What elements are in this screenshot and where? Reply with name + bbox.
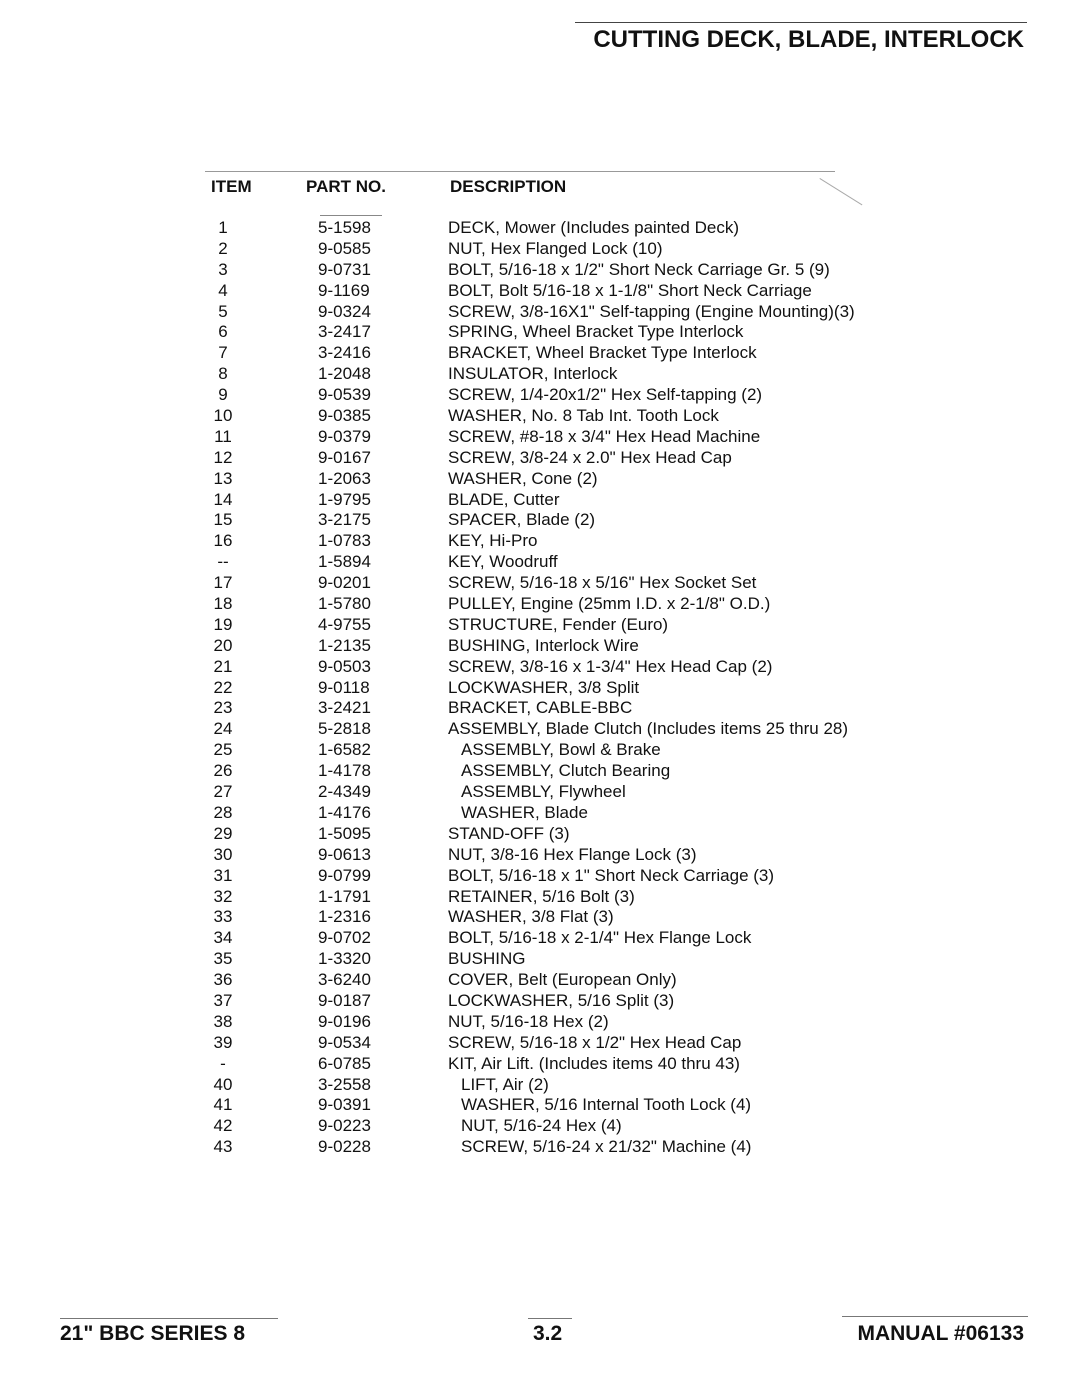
parts-table — [0, 218, 1080, 1158]
row-part-number: 5-1598 — [318, 218, 371, 237]
row-part-number: 1-5095 — [318, 823, 371, 843]
row-description: ASSEMBLY, Clutch Bearing — [461, 761, 671, 781]
table-row — [0, 1075, 1080, 1096]
table-row — [0, 281, 1080, 302]
table-row — [0, 490, 1080, 511]
table-row — [0, 1137, 1080, 1158]
table-row — [0, 740, 1080, 761]
table-row — [0, 448, 1080, 469]
row-item-number: 24 — [213, 719, 233, 739]
row-part-number: 9-0223 — [318, 1116, 371, 1136]
table-row — [0, 573, 1080, 594]
footer-rule-left — [60, 1318, 278, 1319]
row-part-number: 3-2558 — [318, 1074, 371, 1094]
row-part-number: 9-0385 — [318, 406, 371, 426]
table-row — [0, 343, 1080, 364]
row-item-number: 12 — [213, 447, 233, 467]
row-item-number: - — [220, 1053, 226, 1073]
row-description: BUSHING — [448, 949, 526, 969]
table-row — [0, 761, 1080, 782]
table-row — [0, 218, 1080, 239]
row-part-number: 3-2175 — [318, 510, 371, 530]
row-item-number: 28 — [213, 802, 233, 822]
table-row — [0, 531, 1080, 552]
row-description: SCREW, 5/16-18 x 5/16" Hex Socket Set — [448, 573, 757, 593]
row-description: SCREW, 1/4-20x1/2" Hex Self-tapping (2) — [448, 385, 763, 405]
row-part-number: 1-9795 — [318, 489, 371, 509]
row-item-number: 4 — [218, 280, 228, 300]
table-row — [0, 824, 1080, 845]
row-part-number: 1-2063 — [318, 468, 371, 488]
table-row — [0, 385, 1080, 406]
row-part-number: 1-2135 — [318, 635, 371, 655]
row-part-number: 9-0391 — [318, 1095, 371, 1115]
footer-rule-right — [842, 1316, 1028, 1317]
table-row — [0, 678, 1080, 699]
row-item-number: 39 — [213, 1032, 233, 1052]
table-row — [0, 615, 1080, 636]
table-row — [0, 866, 1080, 887]
row-part-number: 3-2417 — [318, 322, 371, 342]
row-part-number: 9-0503 — [318, 656, 371, 676]
table-row — [0, 552, 1080, 573]
table-row — [0, 364, 1080, 385]
row-part-number: 9-1169 — [318, 280, 370, 300]
table-row — [0, 1012, 1080, 1033]
column-header-part-no: PART NO. — [306, 177, 386, 196]
row-description: WASHER, 5/16 Internal Tooth Lock (4) — [461, 1095, 752, 1115]
row-part-number: 1-1791 — [318, 886, 371, 906]
row-item-number: 19 — [213, 614, 233, 634]
row-description: BLADE, Cutter — [448, 489, 560, 509]
title-rule — [575, 22, 1027, 23]
row-description: SCREW, #8-18 x 3/4" Hex Head Machine — [448, 426, 761, 446]
row-description: SCREW, 3/8-16 x 1-3/4" Hex Head Cap (2) — [448, 656, 773, 676]
table-row — [0, 928, 1080, 949]
row-item-number: 3 — [218, 259, 228, 279]
row-description: NUT, 5/16-18 Hex (2) — [448, 1011, 609, 1031]
header-rule-tail — [819, 178, 862, 205]
row-description: SCREW, 3/8-24 x 2.0" Hex Head Cap — [448, 447, 732, 467]
row-description: ASSEMBLY, Bowl & Brake — [461, 740, 661, 760]
table-row — [0, 991, 1080, 1012]
row-description: SPRING, Wheel Bracket Type Interlock — [448, 322, 744, 342]
row-part-number: 9-0799 — [318, 865, 371, 885]
row-item-number: 43 — [213, 1137, 233, 1157]
row-item-number: 23 — [213, 698, 233, 718]
row-part-number: 9-0731 — [318, 259, 371, 279]
row-item-number: 31 — [213, 865, 233, 885]
row-description: COVER, Belt (European Only) — [448, 970, 677, 990]
row-item-number: 27 — [213, 782, 233, 802]
table-row — [0, 1116, 1080, 1137]
row-description: DECK, Mower (Includes painted Deck) — [448, 218, 740, 237]
row-description: INSULATOR, Interlock — [448, 364, 618, 384]
row-item-number: 6 — [218, 322, 228, 342]
row-part-number: 1-6582 — [318, 740, 371, 760]
row-item-number: -- — [217, 552, 229, 572]
row-part-number: 9-0534 — [318, 1032, 371, 1052]
column-header-description: DESCRIPTION — [450, 177, 567, 196]
row-part-number: 4-9755 — [318, 614, 371, 634]
table-row — [0, 322, 1080, 343]
table-row — [0, 302, 1080, 323]
page-title: CUTTING DECK, BLADE, INTERLOCK — [593, 26, 1024, 53]
row-description: KEY, Woodruff — [448, 552, 558, 572]
table-row — [0, 427, 1080, 448]
row-item-number: 33 — [213, 907, 233, 927]
table-row — [0, 594, 1080, 615]
part-column-rule — [320, 215, 382, 216]
row-part-number: 1-2316 — [318, 907, 371, 927]
row-part-number: 9-0167 — [318, 447, 371, 467]
row-part-number: 1-5894 — [318, 552, 371, 572]
table-row — [0, 698, 1080, 719]
row-part-number: 9-0201 — [318, 573, 371, 593]
table-row — [0, 719, 1080, 740]
table-row — [0, 510, 1080, 531]
table-row — [0, 970, 1080, 991]
row-description: LIFT, Air (2) — [461, 1074, 549, 1094]
row-item-number: 13 — [213, 468, 233, 488]
row-part-number: 9-0539 — [318, 385, 371, 405]
footer-rule-mid — [528, 1318, 572, 1319]
row-description: BOLT, Bolt 5/16-18 x 1-1/8" Short Neck Carriage — [448, 280, 812, 300]
table-row — [0, 406, 1080, 427]
table-row — [0, 239, 1080, 260]
row-description: KEY, Hi-Pro — [448, 531, 538, 551]
row-part-number: 9-0228 — [318, 1137, 371, 1157]
row-item-number: 15 — [213, 510, 233, 530]
row-description: BRACKET, Wheel Bracket Type Interlock — [448, 343, 757, 363]
row-description: SCREW, 3/8-16X1" Self-tapping (Engine Mounting)(3) — [448, 301, 855, 321]
row-description: LOCKWASHER, 3/8 Split — [448, 677, 640, 697]
table-row — [0, 845, 1080, 866]
row-item-number: 36 — [213, 970, 233, 990]
row-description: BRACKET, CABLE-BBC — [448, 698, 633, 718]
row-part-number: 1-4178 — [318, 761, 371, 781]
row-part-number: 1-2048 — [318, 364, 371, 384]
row-description: LOCKWASHER, 5/16 Split (3) — [448, 990, 675, 1010]
row-part-number: 9-0379 — [318, 426, 371, 446]
row-item-number: 26 — [213, 761, 233, 781]
row-item-number: 9 — [218, 385, 228, 405]
row-item-number: 7 — [218, 343, 228, 363]
row-item-number: 20 — [213, 635, 233, 655]
row-item-number: 8 — [218, 364, 228, 384]
table-row — [0, 803, 1080, 824]
row-part-number: 3-2416 — [318, 343, 371, 363]
table-row — [0, 1095, 1080, 1116]
row-item-number: 10 — [213, 406, 233, 426]
column-header-item: ITEM — [211, 177, 252, 196]
table-row — [0, 782, 1080, 803]
row-description: WASHER, Blade — [461, 802, 588, 822]
row-description: STRUCTURE, Fender (Euro) — [448, 614, 669, 634]
footer-page-number: 3.2 — [533, 1322, 563, 1345]
footer-manual: MANUAL #06133 — [857, 1322, 1024, 1345]
header-rule — [205, 171, 835, 172]
row-item-number: 38 — [213, 1011, 233, 1031]
table-row — [0, 907, 1080, 928]
row-item-number: 30 — [213, 844, 233, 864]
row-item-number: 42 — [213, 1116, 233, 1136]
row-part-number: 1-3320 — [318, 949, 371, 969]
row-item-number: 34 — [213, 928, 233, 948]
table-row — [0, 887, 1080, 908]
row-description: WASHER, No. 8 Tab Int. Tooth Lock — [448, 406, 719, 426]
row-part-number: 9-0196 — [318, 1011, 371, 1031]
table-row — [0, 1033, 1080, 1054]
row-item-number: 32 — [213, 886, 233, 906]
row-description: BUSHING, Interlock Wire — [448, 635, 639, 655]
row-part-number: 9-0702 — [318, 928, 371, 948]
row-item-number: 25 — [213, 740, 233, 760]
row-description: SCREW, 5/16-18 x 1/2" Hex Head Cap — [448, 1032, 742, 1052]
row-part-number: 1-5780 — [318, 594, 371, 614]
row-item-number: 11 — [214, 426, 232, 446]
row-part-number: 3-6240 — [318, 970, 371, 990]
row-part-number: 1-0783 — [318, 531, 371, 551]
row-item-number: 35 — [213, 949, 233, 969]
row-description: SPACER, Blade (2) — [448, 510, 596, 530]
row-description: BOLT, 5/16-18 x 2-1/4" Hex Flange Lock — [448, 928, 752, 948]
row-description: NUT, 3/8-16 Hex Flange Lock (3) — [448, 844, 697, 864]
row-item-number: 22 — [213, 677, 233, 697]
table-row — [0, 636, 1080, 657]
footer-model: 21" BBC SERIES 8 — [60, 1322, 246, 1345]
row-part-number: 9-0187 — [318, 990, 371, 1010]
table-row — [0, 657, 1080, 678]
row-part-number: 9-0613 — [318, 844, 371, 864]
row-part-number: 1-4176 — [318, 802, 371, 822]
row-item-number: 14 — [213, 489, 233, 509]
table-row — [0, 949, 1080, 970]
row-part-number: 5-2818 — [318, 719, 371, 739]
table-row — [0, 469, 1080, 490]
row-description: WASHER, 3/8 Flat (3) — [448, 907, 614, 927]
row-description: RETAINER, 5/16 Bolt (3) — [448, 886, 635, 906]
row-description: WASHER, Cone (2) — [448, 468, 598, 488]
row-part-number: 3-2421 — [318, 698, 371, 718]
row-item-number: 17 — [213, 573, 233, 593]
row-description: ASSEMBLY, Blade Clutch (Includes items 25 thru 28) — [448, 719, 849, 739]
row-item-number: 37 — [213, 990, 233, 1010]
row-description: NUT, Hex Flanged Lock (10) — [448, 238, 663, 258]
row-item-number: 5 — [218, 301, 228, 321]
row-item-number: 16 — [213, 531, 233, 551]
row-description: KIT, Air Lift. (Includes items 40 thru 43) — [448, 1053, 740, 1073]
row-part-number: 2-4349 — [318, 782, 371, 802]
row-description: BOLT, 5/16-18 x 1" Short Neck Carriage (3) — [448, 865, 775, 885]
row-item-number: 18 — [213, 594, 233, 614]
row-part-number: 6-0785 — [318, 1053, 371, 1073]
row-description: PULLEY, Engine (25mm I.D. x 2-1/8" O.D.) — [448, 594, 771, 614]
row-part-number: 9-0585 — [318, 238, 371, 258]
row-item-number: 40 — [213, 1074, 233, 1094]
row-item-number: 21 — [213, 656, 233, 676]
table-row — [0, 260, 1080, 281]
row-item-number: 41 — [213, 1095, 233, 1115]
row-description: SCREW, 5/16-24 x 21/32" Machine (4) — [461, 1137, 752, 1157]
row-description: BOLT, 5/16-18 x 1/2" Short Neck Carriage Gr. 5 (9) — [448, 259, 830, 279]
row-description: STAND-OFF (3) — [448, 823, 570, 843]
row-description: ASSEMBLY, Flywheel — [461, 782, 626, 802]
row-item-number: 1 — [218, 218, 228, 237]
row-item-number: 29 — [213, 823, 233, 843]
row-part-number: 9-0118 — [318, 677, 370, 697]
table-row — [0, 1054, 1080, 1075]
row-part-number: 9-0324 — [318, 301, 371, 321]
row-description: NUT, 5/16-24 Hex (4) — [461, 1116, 622, 1136]
row-item-number: 2 — [218, 238, 228, 258]
